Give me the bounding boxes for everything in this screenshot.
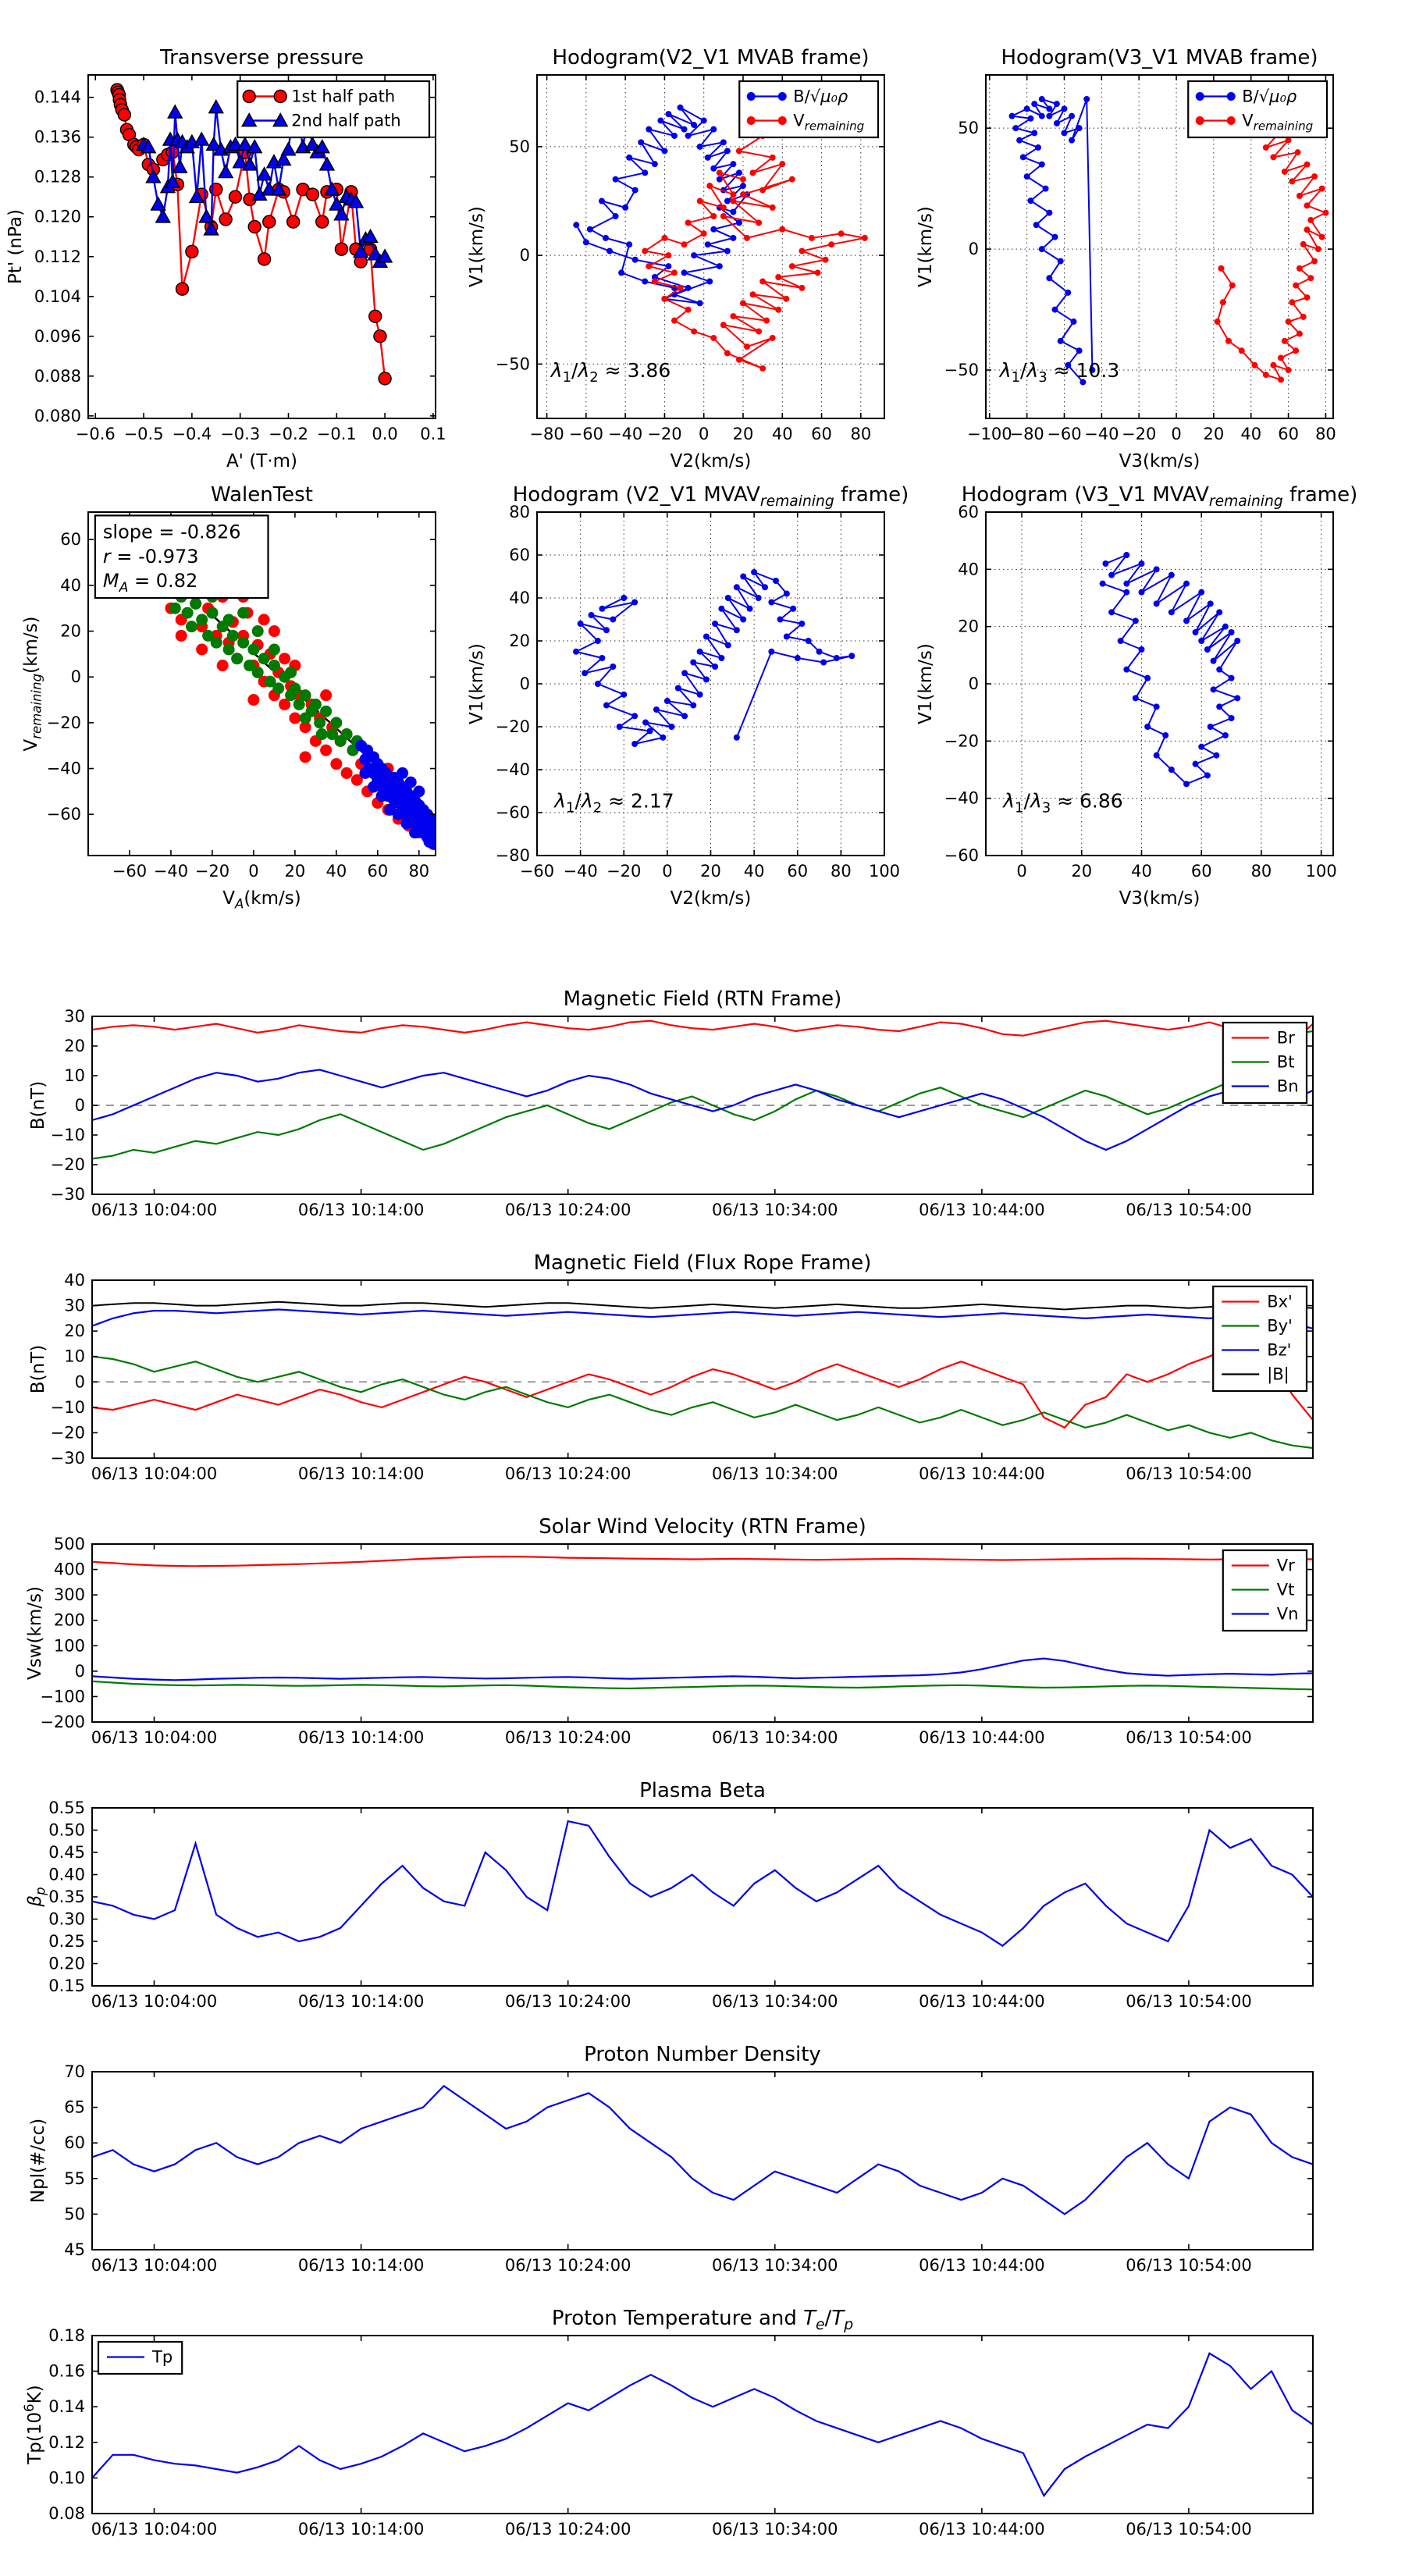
x-tick-label: −20	[194, 862, 230, 881]
y-tick-label: 20	[958, 617, 979, 636]
y-tick-label: −10	[50, 1397, 85, 1417]
x-tick-label: 06/13 10:34:00	[712, 1728, 838, 1744]
y-tick-label: −60	[495, 803, 530, 822]
panel-magnetic-field-rtn	[0, 966, 1405, 1216]
legend	[1188, 81, 1327, 137]
legend-label: By'	[1267, 1316, 1293, 1336]
series-line-1	[1218, 123, 1326, 379]
legend-label: 2nd half path	[291, 111, 401, 130]
y-axis-label: V1(km/s)	[467, 206, 487, 287]
y-tick-label: 0.30	[48, 1909, 85, 1929]
x-tick-label: 0	[248, 862, 259, 881]
chart-hodogram-v2v1-mvab	[467, 46, 884, 471]
y-tick-label: 500	[53, 1535, 85, 1553]
y-tick-label: 20	[509, 632, 530, 650]
y-tick-label: −20	[46, 713, 81, 732]
y-tick-label: 45	[64, 2240, 85, 2259]
chart-hodogram-v3v1-mvav	[916, 483, 1357, 909]
y-tick-label: 60	[958, 503, 979, 521]
x-tick-label: −0.1	[316, 425, 357, 443]
y-tick-label: 0.12	[48, 2432, 85, 2452]
series-line-0	[92, 2354, 1313, 2496]
x-tick-label: 06/13 10:24:00	[504, 1992, 631, 2008]
x-tick-label: 40	[771, 425, 793, 443]
y-tick-label: 0.112	[34, 247, 81, 266]
series-markers-0	[1100, 552, 1241, 787]
x-tick-label: 06/13 10:24:00	[504, 2256, 631, 2272]
y-tick-label: 60	[509, 546, 530, 564]
panel-magnetic-field-fluxrope	[0, 1230, 1405, 1480]
y-tick-label: −80	[495, 846, 530, 865]
x-tick-label: 80	[831, 862, 852, 881]
x-tick-label: 06/13 10:14:00	[297, 2520, 425, 2539]
plot-area	[1100, 552, 1241, 787]
legend-label: 1st half path	[291, 87, 396, 106]
y-tick-label: 0.104	[34, 286, 81, 306]
y-tick-label: 0.25	[48, 1932, 85, 1951]
x-tick-label: 06/13 10:44:00	[919, 1992, 1045, 2008]
series-line-3	[92, 1302, 1313, 1310]
y-tick-label: 10	[64, 1347, 85, 1366]
annotation	[550, 359, 670, 386]
x-tick-label: 06/13 10:04:00	[91, 1464, 218, 1480]
x-axis-label: $V_A(km/s)$	[222, 888, 301, 912]
x-tick-label: 20	[732, 425, 754, 443]
y-tick-label: 0.136	[34, 127, 81, 147]
x-axis-label: V2(km/s)	[670, 888, 752, 909]
y-tick-label: 0.080	[34, 406, 81, 425]
axes-frame	[92, 2336, 1313, 2514]
y-tick-label: 0	[519, 246, 530, 265]
y-tick-label: 0.08	[48, 2504, 85, 2523]
axes-frame	[92, 1544, 1313, 1722]
x-tick-label: 0.1	[420, 425, 446, 443]
panel-solar-wind-velocity	[0, 1494, 1405, 1744]
y-tick-label: 100	[53, 1636, 85, 1656]
chart-title: Hodogram(V3_V1 MVAB frame)	[1001, 46, 1318, 69]
chart-title: Proton Temperature and $T_e/T_p$	[551, 2307, 854, 2334]
x-tick-label: 06/13 10:54:00	[1126, 2520, 1252, 2539]
y-tick-label: 0	[74, 1096, 85, 1115]
y-tick-label: −50	[944, 361, 979, 380]
x-tick-label: 20	[284, 862, 306, 881]
panel-hodogram-v3v1-mvab	[902, 14, 1370, 476]
x-tick-label: −40	[563, 862, 598, 881]
x-tick-label: 40	[325, 862, 347, 881]
ticks	[64, 2062, 1313, 2272]
x-tick-label: −0.4	[172, 425, 212, 443]
x-tick-label: −20	[1122, 425, 1157, 443]
series-line-1	[92, 1357, 1313, 1448]
annotation-line: $M_A = 0.82$	[102, 570, 198, 596]
y-tick-label: 0.20	[48, 1954, 85, 1973]
y-tick-label: −100	[40, 1687, 85, 1706]
y-tick-label: 0	[968, 240, 979, 259]
legend	[1213, 1286, 1307, 1391]
chart-b-rtn	[28, 987, 1313, 1216]
chart-title: Hodogram (V2_V1 $MVAV_{remaining}$ frame)	[512, 483, 909, 511]
plot-area	[573, 569, 855, 747]
x-tick-label: −60	[568, 425, 604, 443]
x-tick-label: 06/13 10:44:00	[919, 1201, 1045, 1216]
chart-title: Transverse pressure	[160, 46, 364, 69]
x-tick-label: 06/13 10:34:00	[712, 1464, 838, 1480]
annotation	[95, 515, 269, 598]
x-tick-label: 06/13 10:44:00	[919, 2520, 1045, 2539]
chart-title: WalenTest	[211, 483, 313, 507]
axes-frame	[92, 1280, 1313, 1458]
x-axis-label: V3(km/s)	[1119, 888, 1200, 909]
y-tick-label: −60	[46, 805, 81, 824]
y-tick-label: 0.40	[48, 1865, 85, 1884]
x-tick-label: −0.5	[123, 425, 164, 443]
legend-label: |B|	[1267, 1364, 1289, 1384]
chart-title: Proton Number Density	[584, 2043, 821, 2066]
plot-area	[92, 2086, 1313, 2214]
annotation-line: r = -0.973	[102, 545, 199, 568]
y-tick-label: 60	[60, 530, 81, 550]
x-tick-label: 40	[1240, 425, 1262, 443]
y-tick-label: 30	[64, 1296, 85, 1315]
x-tick-label: −60	[519, 862, 555, 881]
x-axis-label: A' (T·m)	[226, 451, 298, 471]
y-tick-label: 0.55	[48, 1799, 85, 1817]
annotation	[998, 359, 1119, 386]
y-tick-label: 50	[509, 137, 530, 156]
x-tick-label: 06/13 10:14:00	[297, 1201, 425, 1216]
plot-area	[1008, 96, 1329, 386]
series-line-0	[92, 1821, 1313, 1946]
x-tick-label: −0.2	[268, 425, 308, 443]
chart-title: Hodogram(V2_V1 MVAB frame)	[552, 46, 870, 69]
y-tick-label: 0.15	[48, 1976, 85, 1995]
x-tick-label: 06/13 10:44:00	[919, 1728, 1045, 1744]
annotation-line: $\lambda_1/\lambda_3 \approx 6.86$	[1003, 789, 1123, 817]
x-tick-label: 06/13 10:44:00	[919, 2256, 1045, 2272]
y-tick-label: 0	[70, 667, 81, 687]
y-tick-label: 0.096	[34, 326, 81, 346]
legend-label: Bx'	[1267, 1292, 1293, 1311]
x-tick-label: 20	[1203, 425, 1225, 443]
annotation-line: slope = -0.826	[102, 521, 241, 543]
series-markers-1	[642, 133, 868, 372]
y-tick-label: 20	[64, 1037, 85, 1055]
legend-label: $V_{remaining}$	[1242, 111, 1314, 133]
y-axis-label: V1(km/s)	[916, 643, 936, 724]
x-tick-label: 06/13 10:04:00	[91, 1728, 218, 1744]
y-axis-label: V1(km/s)	[916, 206, 936, 287]
x-tick-label: −20	[647, 425, 682, 443]
y-tick-label: 60	[64, 2133, 85, 2153]
ticks	[51, 1007, 1313, 1216]
x-tick-label: 06/13 10:24:00	[504, 1728, 631, 1744]
y-axis-label: Vsw(km/s)	[25, 1586, 45, 1680]
x-tick-label: 06/13 10:54:00	[1126, 2256, 1252, 2272]
plot-area	[92, 1821, 1313, 1946]
panel-plasma-beta	[0, 1758, 1405, 2008]
x-tick-label: −0.3	[220, 425, 261, 443]
chart-title: Solar Wind Velocity (RTN Frame)	[539, 1515, 866, 1539]
y-tick-label: 30	[64, 1007, 85, 1026]
legend	[98, 2342, 182, 2374]
y-tick-label: 0	[968, 674, 979, 693]
x-tick-label: −60	[1047, 425, 1082, 443]
plot-area	[573, 105, 868, 372]
x-tick-label: 100	[1305, 862, 1337, 881]
y-axis-label: $V_{remaining}(km/s)$	[21, 616, 44, 752]
panel-proton-temperature	[0, 2286, 1405, 2543]
legend	[1223, 1023, 1307, 1103]
x-tick-label: −20	[606, 862, 642, 881]
x-tick-label: 06/13 10:24:00	[504, 1201, 631, 1216]
series-line-2	[92, 1069, 1313, 1150]
axes-frame	[92, 1808, 1313, 1986]
x-tick-label: 06/13 10:04:00	[91, 2256, 218, 2272]
series-line-0	[92, 1021, 1313, 1054]
panel-hodogram-v2v1-mvav	[453, 475, 909, 943]
y-tick-label: 40	[60, 575, 81, 595]
x-tick-label: 80	[1315, 425, 1336, 443]
x-tick-label: 06/13 10:04:00	[91, 1201, 218, 1216]
x-tick-label: 60	[1190, 862, 1212, 881]
y-tick-label: 0.35	[48, 1888, 85, 1906]
x-tick-label: 06/13 10:14:00	[297, 1464, 425, 1480]
y-tick-label: −20	[944, 731, 979, 751]
chart-walen-test	[21, 483, 442, 912]
chart-b-fluxrope	[28, 1251, 1313, 1480]
series-line-0	[1012, 99, 1093, 382]
y-tick-label: 0.128	[34, 167, 81, 187]
y-tick-label: 40	[509, 589, 530, 607]
y-tick-label: −20	[495, 717, 530, 736]
y-tick-label: 20	[64, 1322, 85, 1341]
legend-label: $V_{remaining}$	[793, 111, 865, 133]
x-tick-label: 06/13 10:54:00	[1126, 1201, 1252, 1216]
x-tick-label: 80	[850, 425, 872, 443]
y-tick-label: −40	[46, 759, 81, 778]
legend	[739, 81, 878, 137]
x-tick-label: −80	[1009, 425, 1044, 443]
x-tick-label: −40	[153, 862, 189, 881]
series-line-0	[92, 1557, 1313, 1566]
x-tick-label: 0	[662, 862, 673, 881]
x-tick-label: −60	[112, 862, 148, 881]
y-tick-label: −50	[495, 354, 530, 374]
plot-area	[92, 2354, 1313, 2496]
x-tick-label: −40	[607, 425, 643, 443]
x-tick-label: 06/13 10:14:00	[297, 2256, 425, 2272]
x-tick-label: −40	[1084, 425, 1119, 443]
chart-hodogram-v3v1-mvab	[916, 46, 1336, 471]
x-axis-label: V2(km/s)	[670, 451, 752, 471]
y-tick-label: 10	[64, 1066, 85, 1085]
x-tick-label: 06/13 10:34:00	[712, 1201, 838, 1216]
y-tick-label: 0.120	[34, 207, 81, 226]
y-tick-label: 400	[53, 1560, 85, 1579]
ticks	[48, 1799, 1313, 2008]
annotation-line: $\lambda_1/\lambda_2 \approx 2.17$	[554, 789, 674, 817]
y-axis-label: $Tp(10^6K)$	[21, 2385, 45, 2464]
x-tick-label: 80	[408, 862, 430, 881]
y-axis-label: Pt' (nPa)	[5, 209, 26, 284]
x-tick-label: 0	[1016, 862, 1027, 881]
x-tick-label: 80	[1250, 862, 1272, 881]
legend-label: Tp	[152, 2347, 173, 2367]
y-axis-label: Npl(#/cc)	[28, 2118, 48, 2204]
y-tick-label: −20	[50, 1423, 85, 1443]
chart-title: Hodogram (V3_V1 $MVAV_{remaining}$ frame)	[961, 483, 1358, 511]
x-tick-label: 40	[1131, 862, 1152, 881]
chart-title: Plasma Beta	[639, 1779, 766, 1802]
y-tick-label: 65	[64, 2097, 85, 2117]
y-tick-label: −40	[944, 788, 979, 808]
y-tick-label: 0.18	[48, 2326, 85, 2345]
y-tick-label: −30	[50, 1449, 85, 1468]
x-tick-label: 06/13 10:54:00	[1126, 1728, 1252, 1744]
x-tick-label: 60	[1278, 425, 1299, 443]
legend-label: Bt	[1276, 1052, 1295, 1072]
y-tick-label: 40	[958, 560, 979, 579]
chart-plasma-beta	[25, 1779, 1313, 2008]
chart-title: Magnetic Field (Flux Rope Frame)	[533, 1251, 872, 1275]
x-tick-label: 0	[1171, 425, 1182, 443]
x-tick-label: 60	[787, 862, 809, 881]
y-tick-label: 80	[509, 503, 530, 521]
x-tick-label: 06/13 10:34:00	[712, 2520, 838, 2539]
chart-proton-density	[28, 2043, 1313, 2272]
axes-frame	[92, 2072, 1313, 2250]
y-tick-label: 0.144	[34, 87, 81, 107]
y-tick-label: 40	[64, 1271, 85, 1290]
x-tick-label: 60	[811, 425, 832, 443]
series-line-2	[92, 1659, 1313, 1681]
annotation	[1001, 789, 1122, 816]
y-tick-label: −30	[50, 1185, 85, 1204]
x-tick-label: 06/13 10:54:00	[1126, 1992, 1252, 2008]
x-tick-label: −0.6	[75, 425, 116, 443]
x-tick-label: 0.0	[372, 425, 398, 443]
x-tick-label: 40	[743, 862, 765, 881]
annotation-line: $\lambda_1/\lambda_2 \approx 3.86$	[550, 359, 671, 386]
y-tick-label: 0.10	[48, 2468, 85, 2488]
y-axis-label: B(nT)	[28, 1344, 48, 1394]
series-line-0	[92, 2086, 1313, 2214]
x-tick-label: −80	[529, 425, 564, 443]
y-tick-label: 55	[64, 2169, 85, 2188]
y-axis-label: $\beta_p$	[25, 1887, 48, 1907]
panel-walen-test	[4, 475, 461, 943]
y-tick-label: −10	[50, 1126, 85, 1144]
x-tick-label: 06/13 10:44:00	[919, 1464, 1045, 1480]
x-tick-label: 60	[367, 862, 389, 881]
legend-label: Vn	[1276, 1604, 1299, 1624]
y-tick-label: −40	[495, 760, 530, 779]
plot-area	[92, 1021, 1313, 1159]
y-tick-label: 20	[60, 621, 81, 641]
ticks	[48, 2326, 1313, 2539]
x-axis-label: V3(km/s)	[1119, 451, 1200, 471]
panel-hodogram-v3v1-mvav	[902, 475, 1370, 943]
chart-hodogram-v2v1-mvav	[467, 483, 909, 909]
x-tick-label: 20	[700, 862, 721, 881]
chart-vsw-rtn	[25, 1515, 1313, 1744]
x-tick-label: 06/13 10:04:00	[91, 2520, 218, 2539]
chart-transverse-pressure	[5, 46, 446, 471]
y-axis-label: V1(km/s)	[467, 643, 487, 724]
y-tick-label: 0	[74, 1372, 85, 1392]
series-line-1	[92, 1681, 1313, 1689]
x-tick-label: 06/13 10:24:00	[504, 2520, 631, 2539]
y-tick-label: 0.088	[34, 366, 81, 386]
plot-area	[92, 1557, 1313, 1689]
y-tick-label: −60	[944, 846, 979, 865]
annotation	[553, 789, 674, 816]
panel-proton-density	[0, 2022, 1405, 2272]
legend	[237, 81, 429, 137]
plot-area	[92, 1302, 1313, 1448]
x-tick-label: −100	[966, 425, 1012, 443]
y-tick-label: 0.14	[48, 2397, 85, 2417]
x-tick-label: 06/13 10:34:00	[712, 1992, 838, 2008]
x-tick-label: 06/13 10:14:00	[297, 1992, 425, 2008]
legend-label: Bz'	[1267, 1340, 1292, 1360]
legend	[1223, 1550, 1307, 1631]
y-tick-label: 0	[74, 1661, 85, 1681]
x-tick-label: 0	[699, 425, 710, 443]
y-axis-label: B(nT)	[28, 1080, 48, 1130]
series-line-2	[92, 1310, 1313, 1329]
y-tick-label: 0.16	[48, 2361, 85, 2381]
x-tick-label: 100	[868, 862, 901, 881]
y-tick-label: 0.45	[48, 1843, 85, 1862]
y-tick-label: 0	[519, 674, 530, 693]
x-tick-label: 06/13 10:54:00	[1126, 1464, 1252, 1480]
panel-hodogram-v2v1-mvab	[453, 14, 909, 476]
ticks	[51, 1271, 1313, 1480]
annotation-line: $\lambda_1/\lambda_3 \approx 10.3$	[999, 359, 1120, 386]
x-tick-label: 06/13 10:24:00	[504, 1464, 631, 1480]
y-tick-label: 0.50	[48, 1820, 85, 1840]
legend-label: B/√μ₀ρ	[793, 87, 848, 106]
x-tick-label: 06/13 10:14:00	[297, 1728, 425, 1744]
y-tick-label: 50	[958, 119, 979, 138]
panel-transverse-pressure	[4, 14, 461, 476]
ticks	[944, 503, 1337, 881]
series-markers-0	[573, 569, 855, 747]
x-tick-label: 20	[1071, 862, 1093, 881]
y-tick-label: 300	[53, 1585, 85, 1605]
x-tick-label: 06/13 10:34:00	[712, 2256, 838, 2272]
legend-label: Vt	[1276, 1580, 1295, 1599]
y-tick-label: 50	[64, 2204, 85, 2224]
legend-label: Br	[1276, 1028, 1295, 1048]
y-tick-label: 70	[64, 2062, 85, 2081]
legend-label: Bn	[1276, 1076, 1299, 1096]
chart-title: Magnetic Field (RTN Frame)	[563, 987, 842, 1011]
x-tick-label: 06/13 10:04:00	[91, 1992, 218, 2008]
legend-label: B/√μ₀ρ	[1242, 87, 1297, 106]
y-tick-label: 200	[53, 1610, 85, 1630]
y-tick-label: −200	[40, 1713, 85, 1731]
legend-label: Vr	[1276, 1556, 1295, 1575]
y-tick-label: −20	[50, 1155, 85, 1174]
chart-proton-temp	[22, 2307, 1313, 2539]
